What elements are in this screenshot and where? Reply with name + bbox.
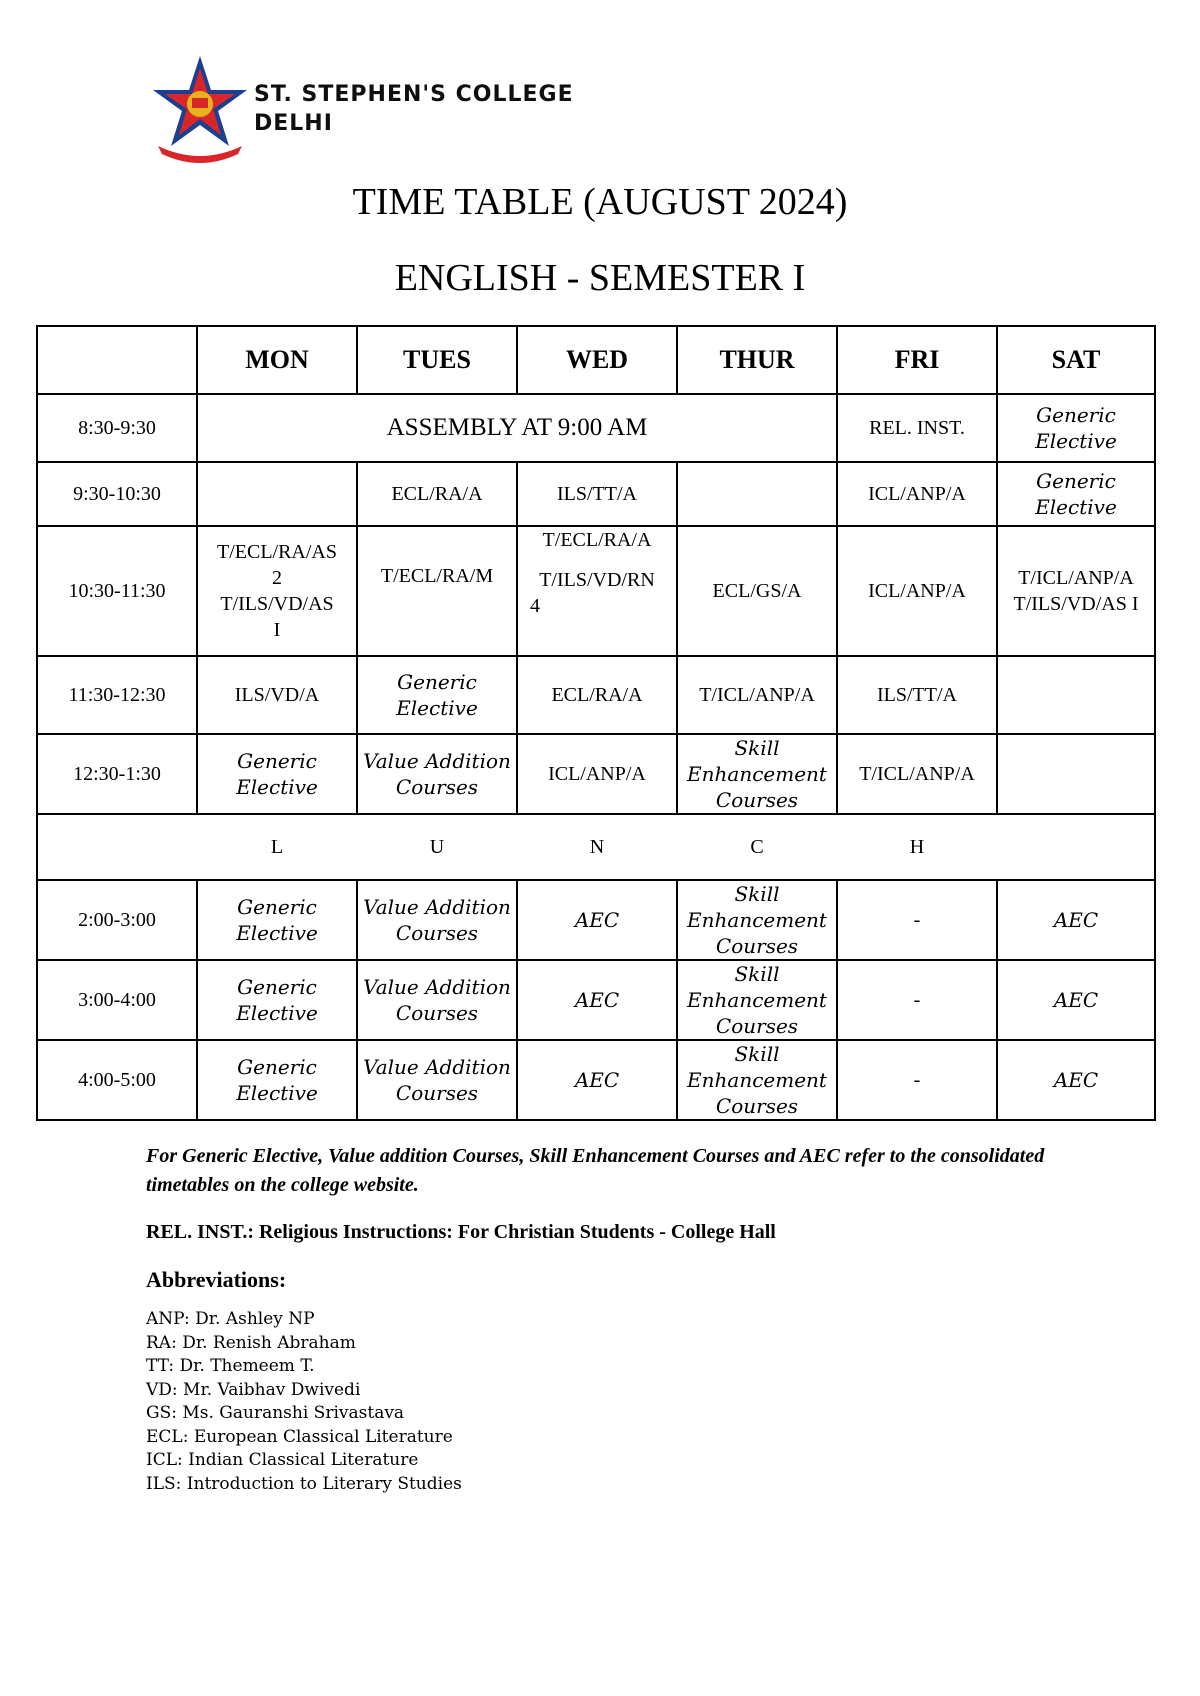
table-row bbox=[37, 656, 1155, 734]
cell-fri: - bbox=[837, 960, 997, 1040]
lunch-row bbox=[37, 814, 1155, 880]
corner-cell bbox=[37, 326, 197, 394]
cell-line: 2 bbox=[272, 567, 282, 589]
timetable bbox=[36, 325, 1156, 1121]
college-name: ST. STEPHEN'S COLLEGE bbox=[254, 82, 574, 107]
cell-mon: Generic Elective bbox=[197, 880, 357, 960]
cell-thu: Skill Enhancement Courses bbox=[677, 880, 837, 960]
cell-sat: AEC bbox=[997, 880, 1155, 960]
cell-sat: Generic Elective bbox=[997, 462, 1155, 526]
cell-tue: Value Addition Courses bbox=[357, 1040, 517, 1120]
time-cell: 4:00-5:00 bbox=[37, 1040, 197, 1120]
cell-mon bbox=[197, 526, 357, 656]
cell-fri: ICL/ANP/A bbox=[837, 462, 997, 526]
college-city: DELHI bbox=[254, 111, 333, 136]
cell-thu: Skill Enhancement Courses bbox=[677, 1040, 837, 1120]
page-title: TIME TABLE (AUGUST 2024) bbox=[352, 181, 848, 223]
cell-line: T/ECL/RA/AS bbox=[216, 541, 337, 563]
cell-line: T/ILS/VD/AS I bbox=[1013, 593, 1139, 615]
cell-sat bbox=[997, 526, 1155, 656]
cell-tue: Generic Elective bbox=[357, 656, 517, 734]
time-cell: 2:00-3:00 bbox=[37, 880, 197, 960]
list-item: ILS: Introduction to Literary Studies bbox=[146, 1473, 462, 1494]
list-item: ANP: Dr. Ashley NP bbox=[146, 1309, 315, 1329]
cell-thu: Skill Enhancement Courses bbox=[677, 734, 837, 814]
table-row bbox=[37, 462, 1155, 526]
time-cell: 3:00-4:00 bbox=[37, 960, 197, 1040]
cell-thu: Skill Enhancement Courses bbox=[677, 960, 837, 1040]
cell-mon: Generic Elective bbox=[197, 960, 357, 1040]
day-fri: FRI bbox=[837, 326, 997, 394]
cell-tue: Value Addition Courses bbox=[357, 880, 517, 960]
cell-mon: ILS/VD/A bbox=[197, 656, 357, 734]
cell-line: 4 bbox=[530, 595, 540, 617]
cell-sat bbox=[997, 734, 1155, 814]
cell-wed: AEC bbox=[517, 1040, 677, 1120]
assembly-cell: ASSEMBLY AT 9:00 AM bbox=[197, 394, 837, 462]
notes-section bbox=[146, 1142, 1066, 1496]
cell-fri: - bbox=[837, 1040, 997, 1120]
cell-wed: AEC bbox=[517, 960, 677, 1040]
abbreviations-list bbox=[146, 1308, 1066, 1496]
list-item: GS: Ms. Gauranshi Srivastava bbox=[146, 1403, 405, 1423]
cell-fri: - bbox=[837, 880, 997, 960]
table-row bbox=[37, 394, 1155, 462]
college-crest-icon bbox=[150, 54, 250, 164]
cell-sat: AEC bbox=[997, 1040, 1155, 1120]
cell-sat bbox=[997, 656, 1155, 734]
time-cell: 12:30-1:30 bbox=[37, 734, 197, 814]
cell-line: T/ILS/VD/RN bbox=[539, 569, 655, 591]
cell-mon: Generic Elective bbox=[197, 1040, 357, 1120]
lunch-letter: H bbox=[837, 814, 997, 880]
cell-wed: AEC bbox=[517, 880, 677, 960]
lunch-letter: U bbox=[357, 814, 517, 880]
day-wed: WED bbox=[517, 326, 677, 394]
table-row bbox=[37, 880, 1155, 960]
cell-fri: T/ICL/ANP/A bbox=[837, 734, 997, 814]
table-row bbox=[37, 526, 1155, 656]
note-rel-inst: REL. INST.: Religious Instructions: For Christian Students - College Hall bbox=[146, 1221, 776, 1243]
page-subtitle: ENGLISH - SEMESTER I bbox=[394, 257, 806, 299]
cell-wed: ILS/TT/A bbox=[517, 462, 677, 526]
cell-fri: ILS/TT/A bbox=[837, 656, 997, 734]
cell-thu bbox=[677, 462, 837, 526]
cell-tue: T/ECL/RA/M bbox=[357, 526, 517, 656]
cell-line: I bbox=[273, 619, 281, 641]
cell-wed: ICL/ANP/A bbox=[517, 734, 677, 814]
cell-mon: Generic Elective bbox=[197, 734, 357, 814]
list-item: ICL: Indian Classical Literature bbox=[146, 1450, 419, 1470]
cell-line: T/ECL/RA/A bbox=[542, 529, 652, 551]
table-row bbox=[37, 960, 1155, 1040]
day-sat: SAT bbox=[997, 326, 1155, 394]
cell-wed: ECL/RA/A bbox=[517, 656, 677, 734]
college-logo bbox=[150, 54, 610, 164]
day-tue: TUES bbox=[357, 326, 517, 394]
cell-sat: Generic Elective bbox=[997, 394, 1155, 462]
time-cell: 9:30-10:30 bbox=[37, 462, 197, 526]
cell-tue: Value Addition Courses bbox=[357, 960, 517, 1040]
cell-tue: Value Addition Courses bbox=[357, 734, 517, 814]
day-mon: MON bbox=[197, 326, 357, 394]
cell-fri: ICL/ANP/A bbox=[837, 526, 997, 656]
note-electives: For Generic Elective, Value addition Courses, Skill Enhancement Courses and AEC refer to the consolidated timetables on the college website. bbox=[146, 1145, 1045, 1196]
list-item: TT: Dr. Themeem T. bbox=[146, 1356, 315, 1376]
lunch-letter: C bbox=[677, 814, 837, 880]
lunch-letter: L bbox=[197, 814, 357, 880]
cell-thu: ECL/GS/A bbox=[677, 526, 837, 656]
lunch-spacer bbox=[37, 814, 197, 880]
cell-fri: REL. INST. bbox=[837, 394, 997, 462]
cell-line: T/ILS/VD/AS bbox=[220, 593, 334, 615]
list-item: ECL: European Classical Literature bbox=[146, 1426, 453, 1447]
list-item: RA: Dr. Renish Abraham bbox=[146, 1332, 356, 1353]
time-cell: 11:30-12:30 bbox=[37, 656, 197, 734]
table-row bbox=[37, 1040, 1155, 1120]
header-row bbox=[37, 326, 1155, 394]
cell-wed bbox=[517, 526, 677, 656]
table-row bbox=[37, 734, 1155, 814]
list-item: VD: Mr. Vaibhav Dwivedi bbox=[146, 1379, 361, 1400]
cell-mon bbox=[197, 462, 357, 526]
lunch-letter: N bbox=[517, 814, 677, 880]
cell-tue: ECL/RA/A bbox=[357, 462, 517, 526]
cell-thu: T/ICL/ANP/A bbox=[677, 656, 837, 734]
time-cell: 8:30-9:30 bbox=[37, 394, 197, 462]
lunch-spacer bbox=[997, 814, 1155, 880]
time-cell: 10:30-11:30 bbox=[37, 526, 197, 656]
cell-line: T/ICL/ANP/A bbox=[1018, 567, 1134, 589]
cell-sat: AEC bbox=[997, 960, 1155, 1040]
abbreviations-heading: Abbreviations: bbox=[146, 1267, 287, 1292]
day-thu: THUR bbox=[677, 326, 837, 394]
